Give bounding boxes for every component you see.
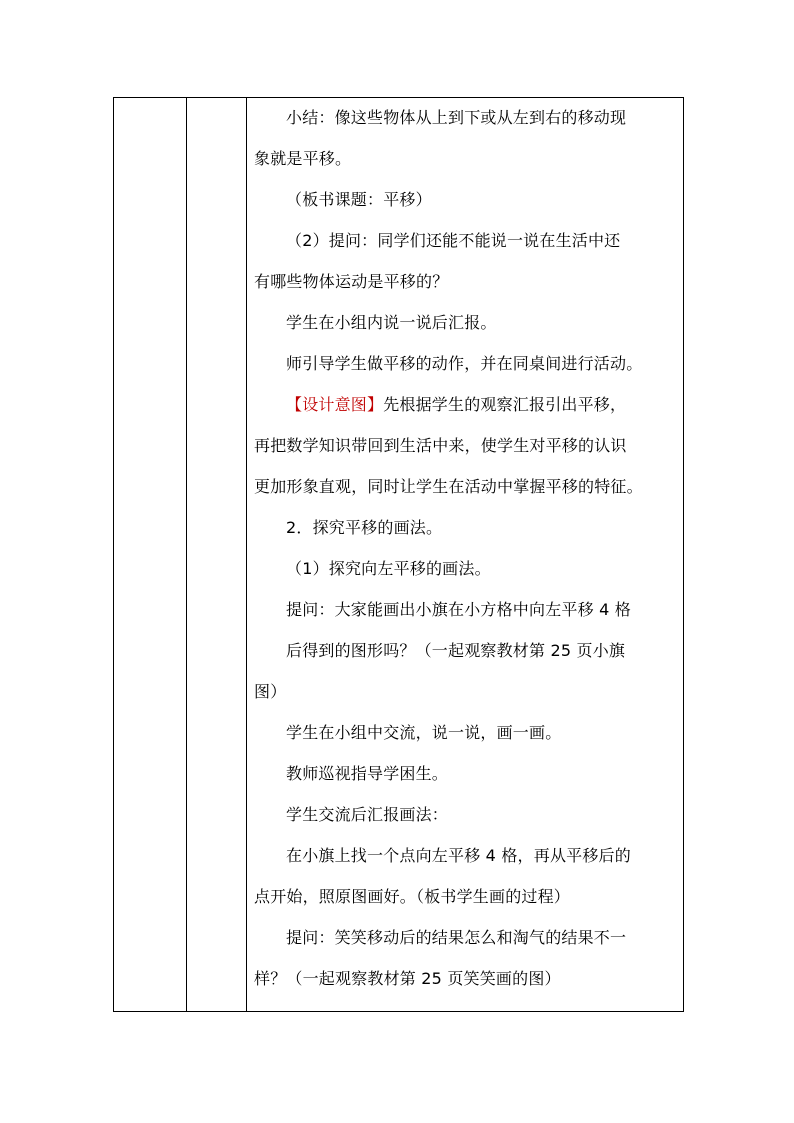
text-line-content: 学生交流后汇报画法： (286, 805, 449, 824)
text-line-content: 更加形象直观，同时让学生在活动中掌握平移的特征。 (254, 477, 643, 496)
text-line-content: 点开始，照原图画好。（板书学生画的过程） (254, 887, 571, 906)
text-line-content: 2．探究平移的画法。 (286, 518, 443, 537)
text-line-content: 师引导学生做平移的动作，并在同桌间进行活动。 (286, 354, 643, 373)
lesson-table (113, 97, 684, 1012)
text-line-content: 样？（一起观察教材第 25 页笑笑画的图） (254, 969, 561, 988)
text-line (254, 841, 677, 871)
text-line (254, 185, 677, 215)
text-line (254, 882, 677, 912)
text-line (254, 964, 677, 994)
text-line-content: 学生在小组中交流，说一说，画一画。 (286, 723, 562, 742)
design-intent-tag: 【设计意图】 (286, 395, 384, 414)
text-line (254, 554, 677, 584)
text-line (254, 103, 677, 133)
text-line (254, 349, 677, 379)
text-line-content: 后得到的图形吗？（一起观察教材第 25 页小旗 (286, 641, 626, 660)
text-line (254, 431, 677, 461)
text-line (254, 513, 677, 543)
text-line (254, 677, 677, 707)
text-line-content: 小结：像这些物体从上到下或从左到右的移动现 (286, 108, 627, 127)
text-line (254, 390, 677, 420)
text-line (254, 472, 677, 502)
text-line-content: 先根据学生的观察汇报引出平移， (383, 395, 627, 414)
text-line (254, 144, 677, 174)
text-line-content: （1）探究向左平移的画法。 (286, 559, 491, 578)
text-line (254, 636, 677, 666)
text-line (254, 800, 677, 830)
text-line (254, 308, 677, 338)
text-line-content: 在小旗上找一个点向左平移 4 格，再从平移后的 (286, 846, 631, 865)
column-divider-2 (246, 98, 247, 1011)
column-divider-1 (186, 98, 187, 1011)
text-line-content: 学生在小组内说一说后汇报。 (286, 313, 497, 332)
text-line-content: （2）提问：同学们还能不能说一说在生活中还 (286, 231, 621, 250)
text-line (254, 718, 677, 748)
text-line (254, 595, 677, 625)
text-line-content: 教师巡视指导学困生。 (286, 764, 449, 783)
text-line (254, 267, 677, 297)
text-line-content: 象就是平移。 (254, 149, 352, 168)
text-line-content: 提问：笑笑移动后的结果怎么和淘气的结果不一 (286, 928, 627, 947)
text-line-content: 提问：大家能画出小旗在小方格中向左平移 4 格 (286, 600, 631, 619)
text-line (254, 923, 677, 953)
text-line-content: （板书课题：平移） (286, 190, 432, 209)
text-line (254, 759, 677, 789)
text-line (254, 226, 677, 256)
text-line-content: 图） (254, 682, 287, 701)
text-line-content: 有哪些物体运动是平移的？ (254, 272, 449, 291)
text-line-content: 再把数学知识带回到生活中来，使学生对平移的认识 (254, 436, 627, 455)
